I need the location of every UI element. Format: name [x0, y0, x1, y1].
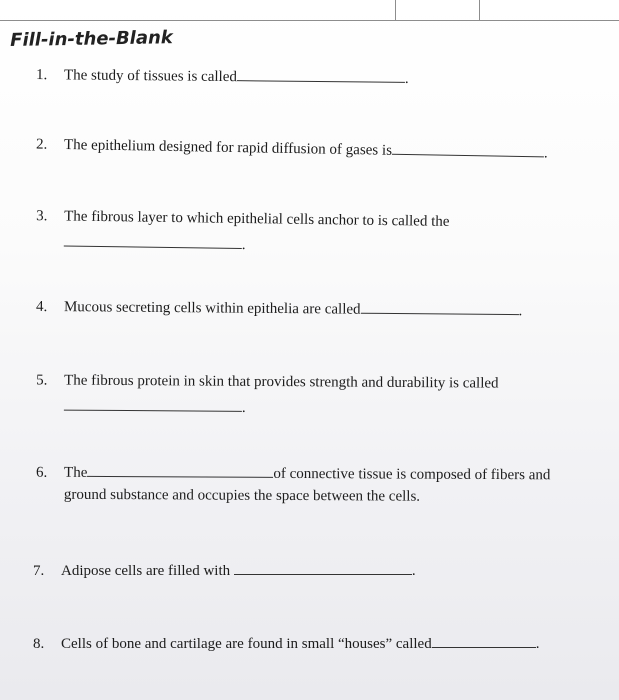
answer-blank[interactable] — [432, 633, 536, 648]
answer-blank[interactable] — [87, 462, 273, 478]
question-2 — [36, 134, 548, 165]
question-text: Mucous secreting cells within epithelia are called — [63, 299, 361, 318]
question-text: The fibrous protein in skin that provides strength and durability is called — [64, 372, 499, 392]
question-text: The epithelium designed for rapid diffusion of gases is — [63, 137, 393, 159]
question-number: 7. — [33, 563, 45, 579]
question-1 — [36, 64, 409, 90]
question-6 — [36, 462, 551, 509]
question-number: 8. — [33, 636, 45, 652]
period: . — [518, 303, 523, 320]
question-number: 1. — [35, 67, 48, 84]
question-number: 4. — [35, 298, 48, 315]
top-border-line — [0, 20, 619, 21]
section-title: Fill-in-the-Blank — [10, 27, 173, 51]
answer-blank[interactable] — [392, 140, 544, 158]
question-8 — [33, 633, 539, 655]
question-number: 6. — [36, 464, 48, 481]
question-7 — [33, 560, 416, 582]
period: . — [241, 236, 246, 254]
answer-blank[interactable] — [237, 66, 405, 83]
question-text-line2: ground substance and occupies the space between the cells. — [63, 486, 421, 505]
period: . — [535, 636, 540, 652]
question-text: Adipose cells are filled with — [61, 563, 231, 579]
question-number: 5. — [36, 372, 48, 389]
question-text: Cells of bone and cartilage are found in small “houses” called — [61, 636, 432, 652]
answer-blank[interactable] — [64, 396, 242, 412]
answer-blank[interactable] — [361, 299, 519, 315]
answer-blank[interactable] — [234, 560, 412, 575]
top-divider-right — [479, 0, 480, 21]
question-number: 3. — [36, 208, 48, 225]
top-divider-left — [395, 0, 396, 21]
question-3 — [36, 205, 450, 259]
question-text-before: The — [64, 464, 88, 481]
question-text: The fibrous layer to which epithelial cells anchor to is called the — [64, 208, 450, 230]
question-4 — [36, 296, 522, 322]
question-number: 2. — [35, 136, 48, 153]
question-text: The study of tissues is called — [63, 67, 237, 86]
period: . — [411, 563, 416, 579]
answer-blank[interactable] — [64, 232, 242, 249]
period: . — [404, 70, 409, 87]
period: . — [543, 145, 548, 162]
question-5 — [36, 369, 499, 420]
question-text-after: of connective tissue is composed of fibers and — [273, 465, 551, 484]
period: . — [241, 399, 246, 416]
page-top-edge — [0, 0, 619, 24]
